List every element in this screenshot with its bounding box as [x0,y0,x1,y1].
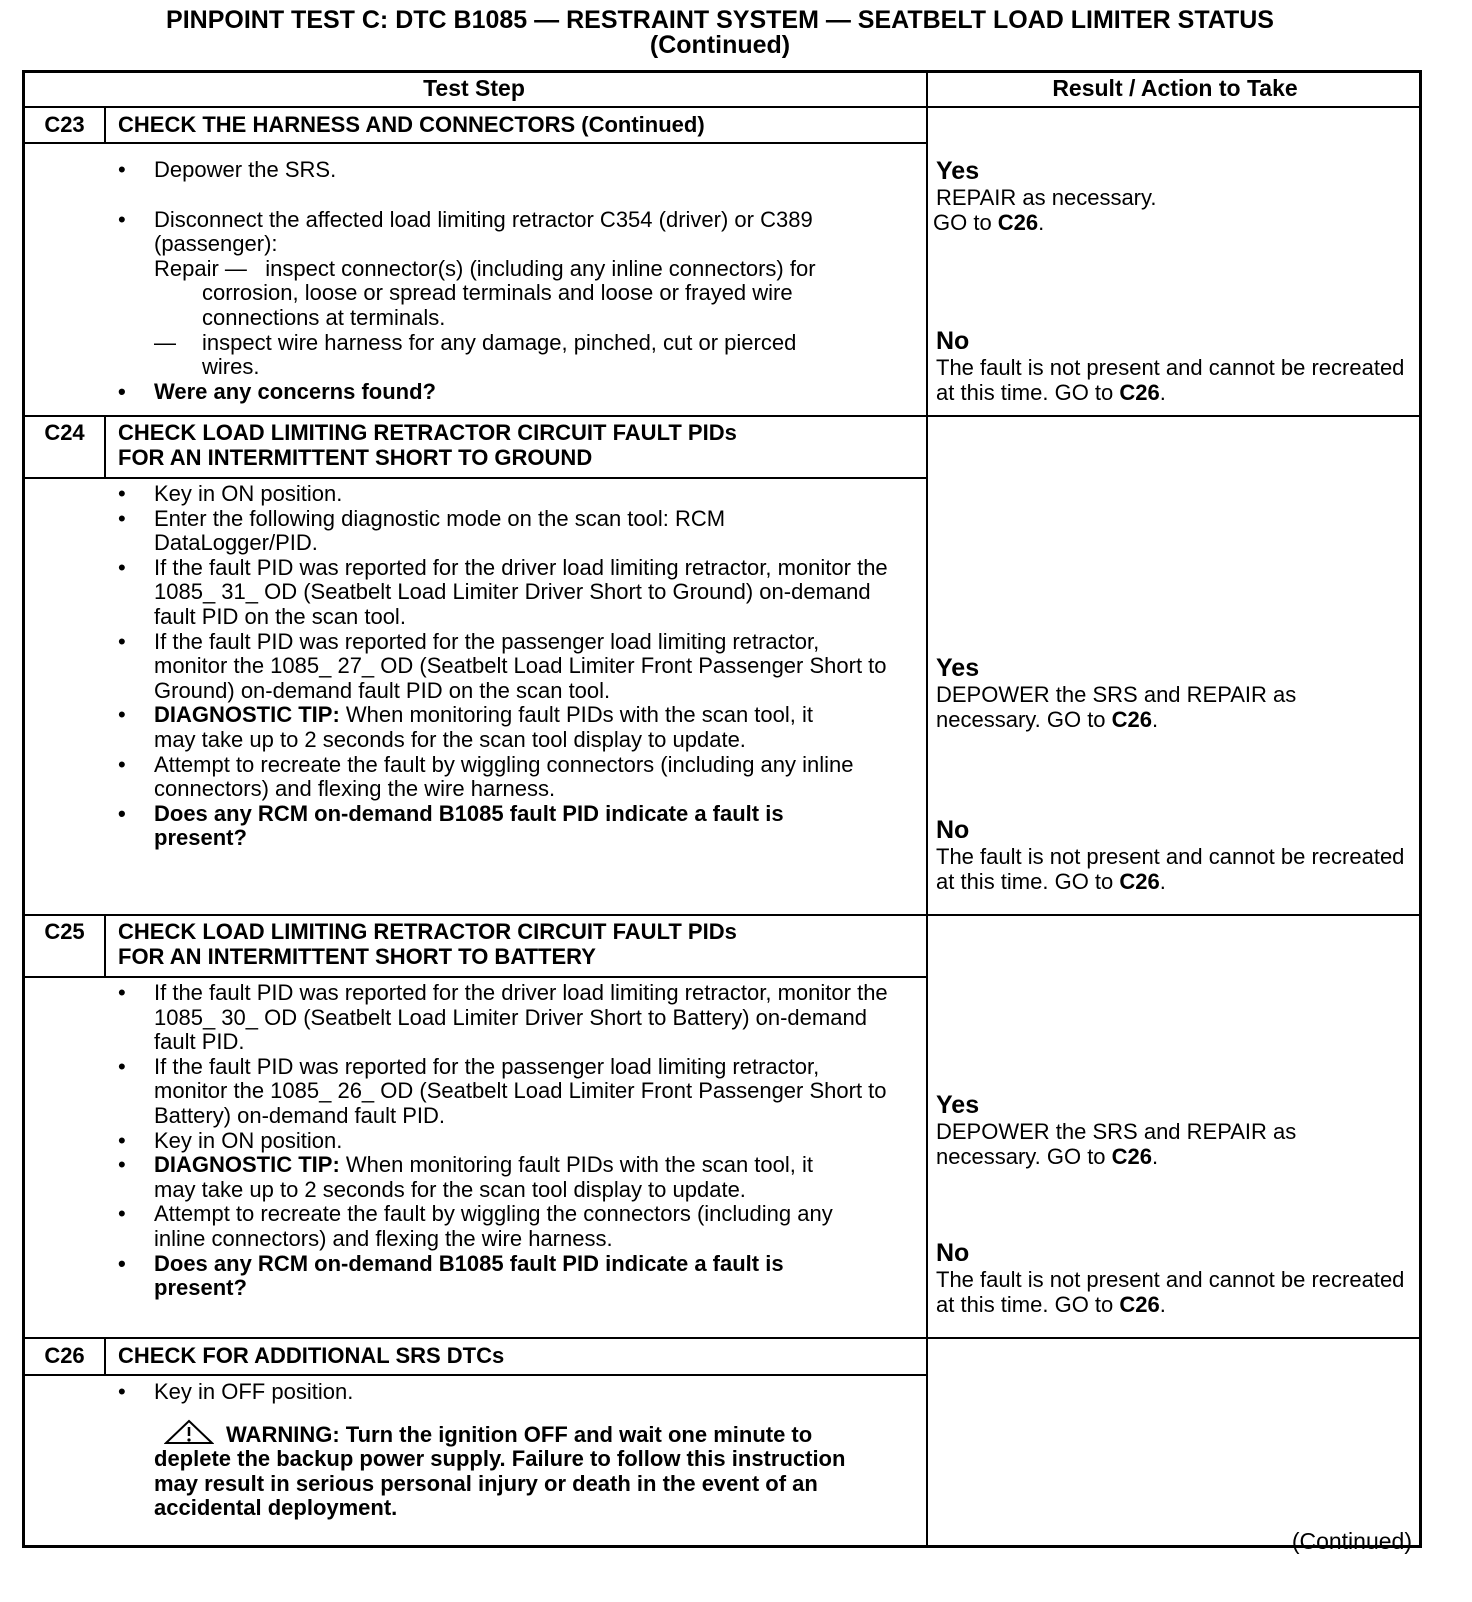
bullet: • [118,1201,126,1227]
result-no-c25 [936,1240,1406,1317]
bullet: • [118,554,126,580]
result-yes-c23 [933,157,1406,235]
step-title-line: FOR AN INTERMITTENT SHORT TO GROUND [118,445,593,470]
yes-label: Yes [936,157,980,185]
page-title: PINPOINT TEST C: DTC B1085 — RESTRAINT SYSTEM — SEATBELT LOAD LIMITER STATUS [166,6,1274,34]
result-no-c24 [936,817,1406,894]
yes-label: Yes [936,1091,980,1119]
step-title-line: CHECK LOAD LIMITING RETRACTOR CIRCUIT FAULT PIDs [118,420,737,445]
step-code: C24 [44,420,85,445]
step-body-c25 [118,980,888,1301]
list-item [118,1055,894,1129]
list-item [118,482,878,507]
list-item [118,1129,878,1154]
step-title [118,919,737,969]
result-goto: GO to C26. [933,210,1045,235]
list-item [118,507,844,556]
result-no-text: The fault is not present and cannot be recreated at this time. GO to [936,844,1405,894]
step-question: Were any concerns found? [154,378,436,404]
bullet: • [118,1152,126,1178]
step-text: When monitoring fault PIDs with the scan tool, it may take up to 2 seconds for the scan tool display to update. [154,1152,813,1202]
step-title [118,420,737,470]
dash: — [154,329,176,355]
bullet: • [118,1053,126,1079]
list-item [118,556,894,630]
result-text: DEPOWER the SRS and REPAIR as necessary. GO to C26. [936,682,1297,732]
result-yes-text: DEPOWER the SRS and REPAIR as necessary. GO to [936,1119,1297,1169]
result-text: The fault is not present and cannot be recreated at this time. GO to C26. [936,355,1405,405]
step-text: corrosion, loose or spread terminals and loose or frayed wire connections at terminals. [202,280,793,330]
step-text: Disconnect the affected load limiting retractor C354 (driver) or C389 (passenger): [154,206,813,257]
result-text: REPAIR as necessary. [936,185,1157,210]
result-text: The fault is not present and cannot be recreated at this time. GO to C26. [936,1267,1405,1317]
step-text: inspect wire harness for any damage, pinched, cut or pierced wires. [202,329,797,380]
result-no-text: The fault is not present and cannot be recreated at this time. GO to [936,355,1405,405]
warning-block [118,1419,874,1521]
list-item [118,1380,898,1405]
list-item [118,630,894,704]
step-body-c24 [118,481,888,851]
code-divider [104,1337,106,1374]
bullet: • [118,481,126,506]
row-separator [22,1337,1422,1339]
no-label: No [936,327,970,355]
step-text: If the fault PID was reported for the passenger load limiting retractor, monitor the 1085_ 27_ OD (Seatbelt Load Limiter Front Passenger Short to Ground) on-demand fault PID on the scan tool. [154,628,887,703]
result-text: DEPOWER the SRS and REPAIR as necessary. GO to C26. [936,1119,1297,1169]
step-text: Depower the SRS. [154,157,337,182]
row-separator [22,415,1422,417]
bullet: • [118,206,126,232]
step-body-c26 [118,1380,898,1521]
step-title-rule [22,142,926,144]
warning-text: WARNING: Turn the ignition OFF and wait one minute to deplete the backup power supply. Failure to follow this instruction may result in serious personal injury or death in the event of an accidental deployment. [154,1421,846,1521]
step-text: Key in ON position. [154,481,343,506]
bullet: • [118,157,126,182]
goto-link[interactable]: C26 [1111,707,1153,732]
bullet: • [118,1379,126,1404]
step-question: Does any RCM on-demand B1085 fault PID indicate a fault is present? [154,1250,784,1301]
list-item [118,981,894,1055]
step-text: Enter the following diagnostic mode on the scan tool: RCM DataLogger/PID. [154,505,726,556]
bullet: • [118,1250,126,1276]
list-item [118,802,874,851]
step-code: C26 [44,1343,85,1368]
bullet: • [118,980,126,1005]
step-text: Key in ON position. [154,1127,343,1153]
step-text: If the fault PID was reported for the driver load limiting retractor, monitor the 1085_ 31_ OD (Seatbelt Load Limiter Driver Short to Ground) on-demand fault PID on the scan tool. [154,554,888,629]
code-divider [104,914,106,976]
result-yes-text: DEPOWER the SRS and REPAIR as necessary. GO to [936,682,1297,732]
list-item [118,1153,854,1202]
step-title: CHECK FOR ADDITIONAL SRS DTCs [118,1343,505,1368]
bullet: • [118,751,126,777]
step-body-c23 [118,158,918,404]
no-label: No [936,816,970,844]
repair-item [118,331,802,380]
goto-link[interactable]: C26 [1119,380,1160,405]
result-yes-c25 [936,1092,1406,1169]
step-title-line: FOR AN INTERMITTENT SHORT TO BATTERY [118,944,596,969]
row-separator [22,914,1422,916]
list-item [118,1252,874,1301]
bullet: • [118,1127,126,1153]
bullet: • [118,702,126,728]
step-text: Attempt to recreate the fault by wiggling connectors (including any inline connectors) and flexing the wire harness. [154,751,854,802]
step-text: If the fault PID was reported for the driver load limiting retractor, monitor the 1085_ 30_ OD (Seatbelt Load Limiter Driver Short to Battery) on-demand fault PID. [154,980,888,1055]
bullet: • [118,505,126,531]
column-header-test-step: Test Step [423,75,525,101]
continued-footer: (Continued) [1291,1528,1412,1554]
repair-lead: Repair — [154,255,247,281]
list-item [118,753,864,802]
warning-triangle-icon [164,1419,214,1445]
list-item [118,1202,874,1251]
step-text: Attempt to recreate the fault by wiggling the connectors (including any inline connectors) and flexing the wire harness. [154,1201,833,1251]
repair-continuation [118,281,842,330]
list-item [118,208,874,257]
goto-link[interactable]: C26 [1111,1144,1153,1169]
yes-label: Yes [936,654,980,682]
list-item [118,703,854,752]
header-rule [22,106,1422,108]
result-text: The fault is not present and cannot be recreated at this time. GO to C26. [936,844,1405,894]
step-title: CHECK THE HARNESS AND CONNECTORS (Continued) [118,112,705,137]
repair-line [118,257,918,282]
step-code: C25 [44,919,85,944]
tip-label: DIAGNOSTIC TIP: [154,1152,340,1178]
step-question: Does any RCM on-demand B1085 fault PID indicate a fault is present? [154,800,784,851]
result-yes-c24 [936,655,1406,732]
code-divider [104,415,106,477]
goto-prefix: GO to [933,210,998,235]
bullet: • [118,800,126,826]
goto-link[interactable]: C26 [997,210,1039,235]
result-no-c23 [936,328,1406,405]
list-item [118,380,918,405]
column-header-result: Result / Action to Take [1052,75,1298,101]
no-label: No [936,1239,970,1267]
code-divider [104,106,106,142]
result-no-text: The fault is not present and cannot be recreated at this time. GO to [936,1267,1405,1317]
bullet: • [118,378,126,404]
bullet: • [118,628,126,654]
step-title-rule [22,477,926,479]
step-title-rule [22,1374,926,1376]
step-title-line: CHECK LOAD LIMITING RETRACTOR CIRCUIT FAULT PIDs [118,919,737,944]
step-text: When monitoring fault PIDs with the scan tool, it may take up to 2 seconds for the scan tool display to update. [154,702,813,752]
list-item [118,158,918,183]
step-text: Key in OFF position. [154,1379,354,1404]
page-subtitle: (Continued) [649,31,791,59]
step-code: C23 [44,112,85,137]
goto-link[interactable]: C26 [1119,1292,1160,1317]
step-text: If the fault PID was reported for the passenger load limiting retractor, monitor the 1085_ 26_ OD (Seatbelt Load Limiter Front Passenger Short to Battery) on-demand fault PID. [154,1053,887,1128]
tip-label: DIAGNOSTIC TIP: [154,702,340,728]
step-text: inspect connector(s) (including any inline connectors) for [265,255,816,281]
column-divider [926,70,928,1548]
goto-link[interactable]: C26 [1119,869,1160,894]
step-title-rule [22,976,926,978]
